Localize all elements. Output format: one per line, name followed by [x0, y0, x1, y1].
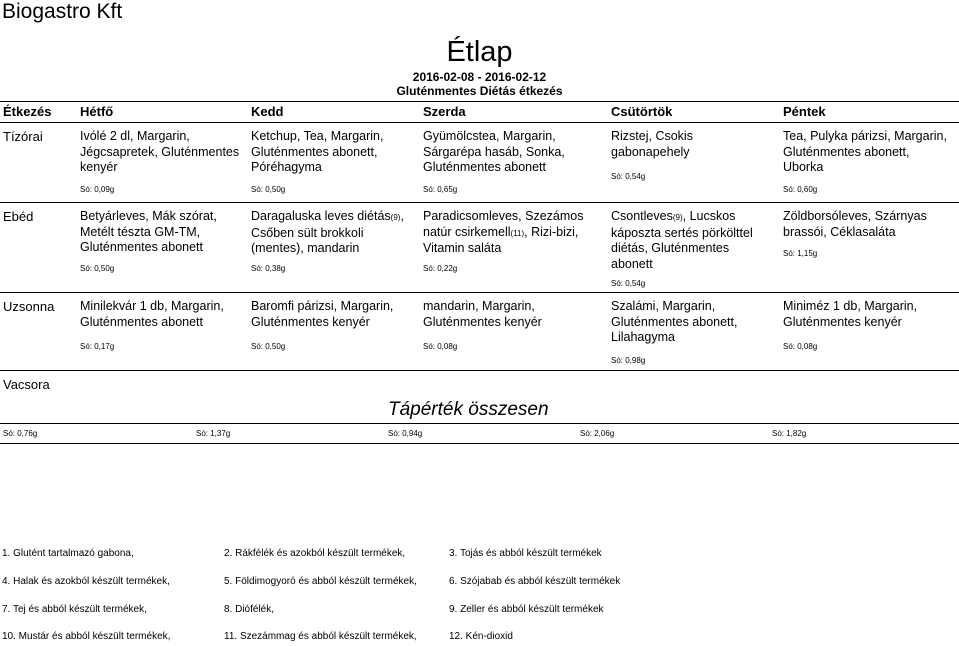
- totals-bottom-line: [0, 443, 959, 444]
- meal-cell: [611, 209, 753, 272]
- allergen-item: 12. Kén-dioxid: [449, 631, 513, 642]
- meal-line: Gluténmentes abonett: [80, 314, 203, 329]
- meal-cell: [80, 129, 239, 176]
- total-wednesday: Só: 0,94g: [388, 429, 423, 438]
- salt-value: Só: 0,98g: [611, 356, 646, 365]
- allergen-item: 9. Zeller és abból készült termékek: [449, 604, 604, 615]
- meal-line: Sárgarépa hasáb, Sonka,: [423, 144, 565, 159]
- meal-cell: [80, 209, 217, 256]
- meal-line: brassói, Céklasaláta: [783, 224, 896, 239]
- meal-line: káposzta sertés pörkölttel: [611, 225, 753, 240]
- meal-line: Csőben sült brokkoli: [251, 225, 364, 240]
- salt-value: Só: 1,15g: [783, 249, 818, 258]
- allergen-item: 11. Szezámmag és abból készült termékek,: [224, 631, 417, 642]
- meal-line: Gluténmentes abonett: [423, 160, 546, 174]
- meal-cell: [423, 299, 542, 330]
- meal-cell: [783, 209, 927, 240]
- allergen-item: 6. Szójabab és abból készült termékek: [449, 576, 621, 587]
- meal-label: Tízórai: [3, 129, 43, 144]
- salt-value: Só: 0,50g: [251, 185, 286, 194]
- allergen-item: 4. Halak és azokból készült termékek,: [2, 576, 170, 587]
- salt-value: Só: 0,08g: [423, 342, 458, 351]
- page-subtitle: Gluténmentes Diétás étkezés: [396, 84, 563, 98]
- header-bottom-line: [0, 122, 959, 123]
- meal-line: Miniméz 1 db, Margarin,: [783, 299, 918, 313]
- meal-line: Uborka: [783, 160, 824, 174]
- meal-line: Póréhagyma: [251, 160, 322, 174]
- salt-value: Só: 0,65g: [423, 185, 458, 194]
- meal-cell: [251, 299, 393, 330]
- allergen-item: 8. Diófélék,: [224, 604, 275, 615]
- date-range: 2016-02-08 - 2016-02-12: [412, 70, 547, 84]
- meal-label: Uzsonna: [3, 299, 55, 314]
- header-meal: Étkezés: [3, 104, 52, 119]
- meal-line: natúr csirkemell(11), Rizi-bizi,: [423, 224, 579, 239]
- meal-line: Daragaluska leves diétás(9),: [251, 209, 404, 223]
- row-divider: [0, 370, 959, 371]
- meal-line: Tea, Pulyka párizsi, Margarin,: [783, 129, 947, 143]
- salt-value: Só: 0,08g: [783, 342, 818, 351]
- allergen-item: 2. Rákfélék és azokból készült termékek,: [224, 548, 406, 559]
- meal-line: abonett: [611, 256, 653, 271]
- meal-line: Rizstej, Csokis: [611, 129, 693, 143]
- meal-line: Ketchup, Tea, Margarin,: [251, 129, 384, 143]
- meal-cell: [611, 299, 737, 346]
- meal-cell: [251, 129, 383, 176]
- salt-value: Só: 0,60g: [783, 185, 818, 194]
- salt-value: Só: 0,09g: [80, 185, 115, 194]
- meal-line: Metélt tészta GM-TM,: [80, 224, 201, 239]
- header-tuesday: Kedd: [251, 104, 284, 119]
- salt-value: Só: 0,50g: [80, 264, 115, 273]
- meal-line: Gluténmentes kenyér: [783, 314, 902, 329]
- meal-line: Betyárleves, Mák szórat,: [80, 209, 217, 223]
- meal-line: Zöldborsóleves, Szárnyas: [783, 209, 927, 223]
- salt-value: Só: 0,50g: [251, 342, 286, 351]
- meal-line: Szalámi, Margarin,: [611, 299, 716, 313]
- meal-line: gabonapehely: [611, 144, 690, 159]
- meal-line: Gluténmentes abonett: [80, 240, 203, 254]
- totals-top-line: [0, 423, 959, 424]
- meal-line: Paradicsomleves, Szezámos: [423, 209, 584, 223]
- meal-label: Ebéd: [3, 209, 34, 224]
- meal-line: diétás, Gluténmentes: [611, 241, 730, 255]
- salt-value: Só: 0,22g: [423, 264, 458, 273]
- meal-cell: [423, 129, 565, 176]
- totals-title: Tápérték összesen: [388, 399, 549, 420]
- meal-line: Baromfi párizsi, Margarin,: [251, 299, 394, 313]
- row-divider: [0, 292, 959, 293]
- page-title: Étlap: [446, 36, 513, 68]
- meal-cell: [423, 209, 583, 257]
- row-divider: [0, 202, 959, 203]
- total-friday: Só: 1,82g: [772, 429, 807, 438]
- header-top-line: [0, 101, 959, 102]
- meal-line: Jégcsapretek, Gluténmentes: [80, 144, 240, 159]
- company-name: Biogastro Kft: [2, 0, 123, 23]
- meal-line: kenyér: [80, 160, 118, 174]
- meal-line: (mentes), mandarin: [251, 241, 360, 255]
- meal-line: Lilahagyma: [611, 330, 675, 344]
- allergen-item: 5. Földimogyoró és abból készült termékek,: [224, 576, 417, 587]
- allergen-item: 1. Glutént tartalmazó gabona,: [2, 548, 134, 559]
- meal-cell: [611, 129, 693, 160]
- meal-line: Gyümölcstea, Margarin,: [423, 129, 556, 143]
- meal-line: Gluténmentes kenyér: [423, 314, 542, 329]
- total-thursday: Só: 2,06g: [580, 429, 615, 438]
- allergen-item: 3. Tojás és abból készült termékek: [449, 548, 602, 559]
- meal-cell: [783, 299, 917, 330]
- salt-value: Só: 0,54g: [611, 172, 646, 181]
- meal-line: Vitamin saláta: [423, 241, 502, 255]
- meal-line: Gluténmentes abonett,: [251, 144, 378, 159]
- meal-line: mandarin, Margarin,: [423, 299, 535, 313]
- allergen-item: 7. Tej és abból készült termékek,: [2, 604, 147, 615]
- salt-value: Só: 0,17g: [80, 342, 115, 351]
- meal-line: Gluténmentes kenyér: [251, 314, 370, 329]
- meal-cell: [80, 299, 224, 330]
- meal-line: Minilekvár 1 db, Margarin,: [80, 299, 224, 313]
- meal-cell: [783, 129, 947, 176]
- salt-value: Só: 0,38g: [251, 264, 286, 273]
- total-monday: Só: 0,76g: [3, 429, 38, 438]
- header-monday: Hétfő: [80, 104, 114, 119]
- meal-line: Csontleves(9), Lucskos: [611, 209, 736, 223]
- meal-label: Vacsora: [3, 377, 50, 392]
- total-tuesday: Só: 1,37g: [196, 429, 231, 438]
- header-wednesday: Szerda: [423, 104, 466, 119]
- meal-cell: [251, 209, 404, 257]
- header-thursday: Csütörtök: [611, 104, 673, 119]
- header-friday: Péntek: [783, 104, 826, 119]
- meal-line: Gluténmentes abonett,: [611, 314, 738, 329]
- allergen-item: 10. Mustár és abból készült termékek,: [2, 631, 171, 642]
- salt-value: Só: 0,54g: [611, 279, 646, 288]
- meal-line: Ivólé 2 dl, Margarin,: [80, 129, 190, 143]
- meal-line: Gluténmentes abonett,: [783, 144, 910, 159]
